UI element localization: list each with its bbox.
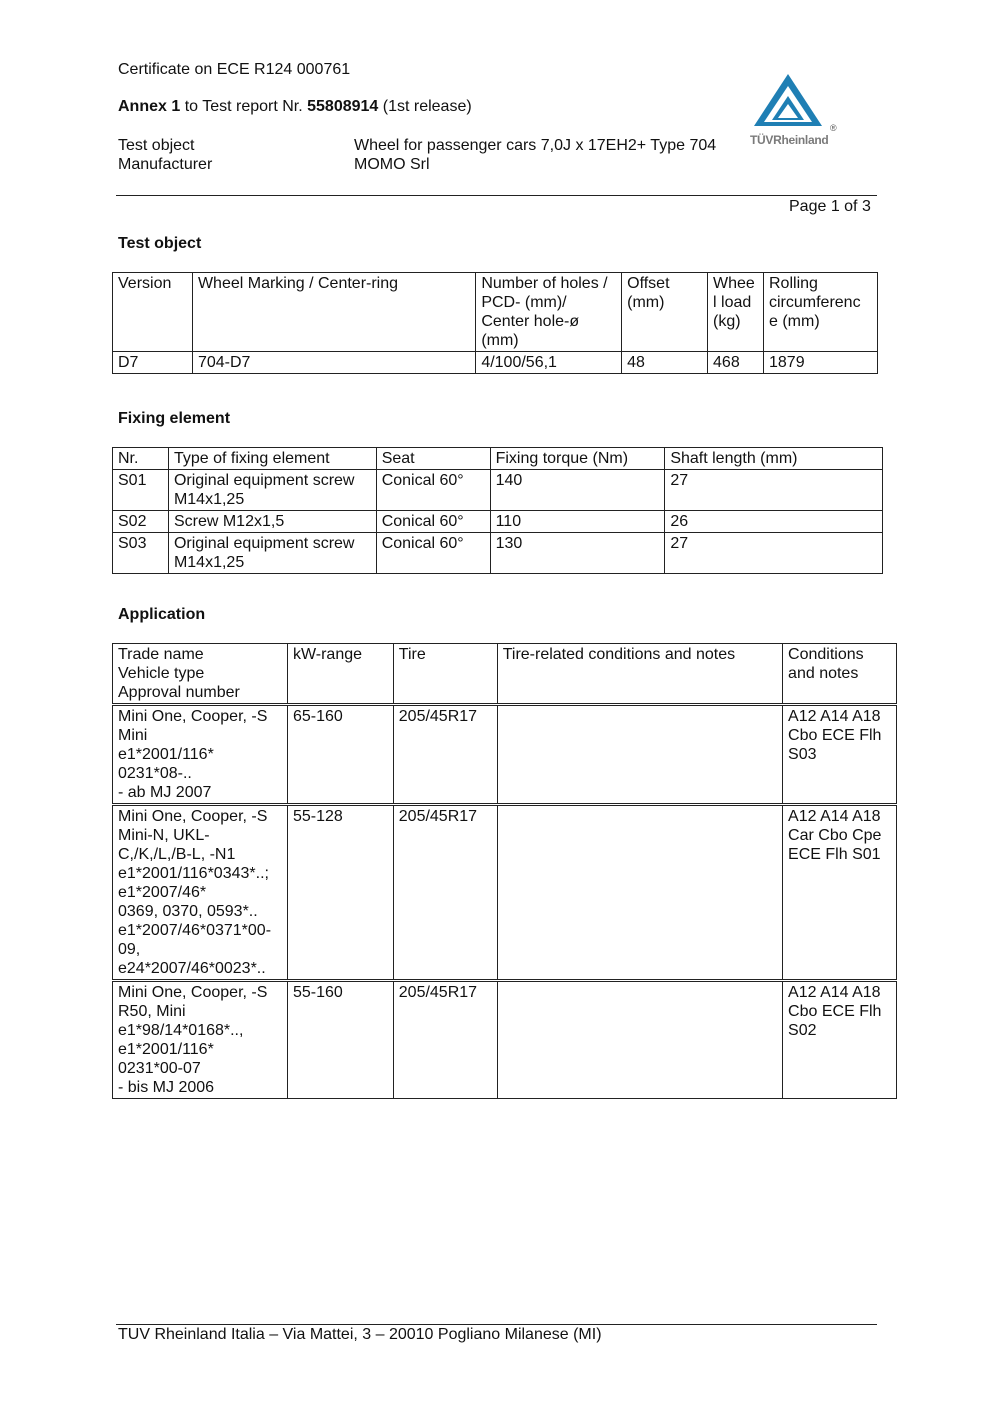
logo-text: TÜVRheinland	[750, 133, 829, 147]
table-cell: D7	[113, 352, 193, 374]
test-object-label: Test object	[118, 137, 195, 154]
annex-label: Annex 1	[118, 98, 181, 115]
page-number: Page 1 of 3	[789, 198, 871, 215]
table-cell: 205/45R17	[393, 705, 497, 805]
test-object-table	[112, 272, 878, 374]
header-cell: Number of holes / PCD- (mm)/ Center hole-ø (mm)	[476, 273, 622, 352]
table-cell: Original equipment screw M14x1,25	[168, 533, 376, 574]
table-cell: 48	[622, 352, 708, 374]
table-cell: 1879	[764, 352, 878, 374]
table-cell: Original equipment screw M14x1,25	[168, 470, 376, 511]
table-cell: Conical 60°	[376, 533, 490, 574]
table-cell: 205/45R17	[393, 981, 497, 1099]
table-cell: Mini One, Cooper, -S R50, Mini e1*98/14*0168*.., e1*2001/116* 0231*00-07 - bis MJ 2006	[113, 981, 288, 1099]
table-cell: 468	[708, 352, 764, 374]
header-cell: Nr.	[113, 448, 169, 470]
section-application: Application	[118, 606, 206, 623]
header-cell: Type of fixing element	[168, 448, 376, 470]
footer-address: TUV Rheinland Italia – Via Mattei, 3 – 20010 Pogliano Milanese (MI)	[118, 1326, 602, 1343]
table-cell	[497, 805, 782, 981]
table-cell: 130	[490, 533, 665, 574]
table-header-row	[113, 644, 897, 705]
report-number: 55808914	[307, 98, 379, 115]
table-row	[113, 533, 883, 574]
header-rule	[116, 195, 877, 196]
table-cell: Conical 60°	[376, 511, 490, 533]
table-cell: A12 A14 A18 Cbo ECE Flh S02	[783, 981, 897, 1099]
registered-mark: ®	[830, 123, 837, 133]
table-cell: 704-D7	[192, 352, 475, 374]
header-cell: Tire	[393, 644, 497, 705]
table-cell: 26	[665, 511, 883, 533]
table-cell: Mini One, Cooper, -S Mini e1*2001/116* 0231*08-.. - ab MJ 2007	[113, 705, 288, 805]
application-table	[112, 643, 897, 1099]
table-cell	[497, 981, 782, 1099]
header-cell: Trade name Vehicle type Approval number	[113, 644, 288, 705]
table-row	[113, 511, 883, 533]
table-cell: 4/100/56,1	[476, 352, 622, 374]
table-cell: A12 A14 A18 Cbo ECE Flh S03	[783, 705, 897, 805]
header-cell: Offset (mm)	[622, 273, 708, 352]
table-header-row	[113, 273, 878, 352]
table-row	[113, 805, 897, 981]
tuv-rheinland-logo	[746, 72, 844, 152]
fixing-element-table	[112, 447, 883, 574]
header-cell: Whee l load (kg)	[708, 273, 764, 352]
table-cell: S03	[113, 533, 169, 574]
release-note: (1st release)	[378, 98, 472, 115]
manufacturer-value: MOMO Srl	[354, 156, 430, 173]
table-row	[113, 470, 883, 511]
table-cell: 110	[490, 511, 665, 533]
table-cell	[497, 705, 782, 805]
table-cell: 27	[665, 533, 883, 574]
header-cell: Conditions and notes	[783, 644, 897, 705]
header-cell: Version	[113, 273, 193, 352]
header-cell: Seat	[376, 448, 490, 470]
annex-mid: to Test report Nr.	[180, 98, 308, 115]
table-cell: 27	[665, 470, 883, 511]
table-cell: S01	[113, 470, 169, 511]
table-cell: 65-160	[287, 705, 393, 805]
header-cell: Tire-related conditions and notes	[497, 644, 782, 705]
header-cell: Shaft length (mm)	[665, 448, 883, 470]
certificate-title: Certificate on ECE R124 000761	[118, 61, 351, 78]
table-cell: 140	[490, 470, 665, 511]
header-cell: Rolling circumferenc e (mm)	[764, 273, 878, 352]
table-cell: 205/45R17	[393, 805, 497, 981]
table-cell: A12 A14 A18 Car Cbo Cpe ECE Flh S01	[783, 805, 897, 981]
table-cell: 55-160	[287, 981, 393, 1099]
table-row	[113, 981, 897, 1099]
manufacturer-label: Manufacturer	[118, 156, 213, 173]
table-row	[113, 705, 897, 805]
test-object-value: Wheel for passenger cars 7,0J x 17EH2+ Type 704	[354, 137, 717, 154]
table-cell: S02	[113, 511, 169, 533]
table-cell: Conical 60°	[376, 470, 490, 511]
table-header-row	[113, 448, 883, 470]
table-cell: 55-128	[287, 805, 393, 981]
annex-line	[118, 97, 472, 116]
header-cell: Wheel Marking / Center-ring	[192, 273, 475, 352]
table-cell: Screw M12x1,5	[168, 511, 376, 533]
table-cell: Mini One, Cooper, -S Mini-N, UKL- C,/K,/L,/B-L, -N1 e1*2001/116*0343*..; e1*2007/46* 0369, 0370, 0593*.. e1*2007/46*0371*00- 09, e24*2007/46*0023*..	[113, 805, 288, 981]
header-cell: kW-range	[287, 644, 393, 705]
table-row	[113, 352, 878, 374]
header-cell: Fixing torque (Nm)	[490, 448, 665, 470]
section-test-object: Test object	[118, 235, 202, 252]
section-fixing-element: Fixing element	[118, 410, 231, 427]
